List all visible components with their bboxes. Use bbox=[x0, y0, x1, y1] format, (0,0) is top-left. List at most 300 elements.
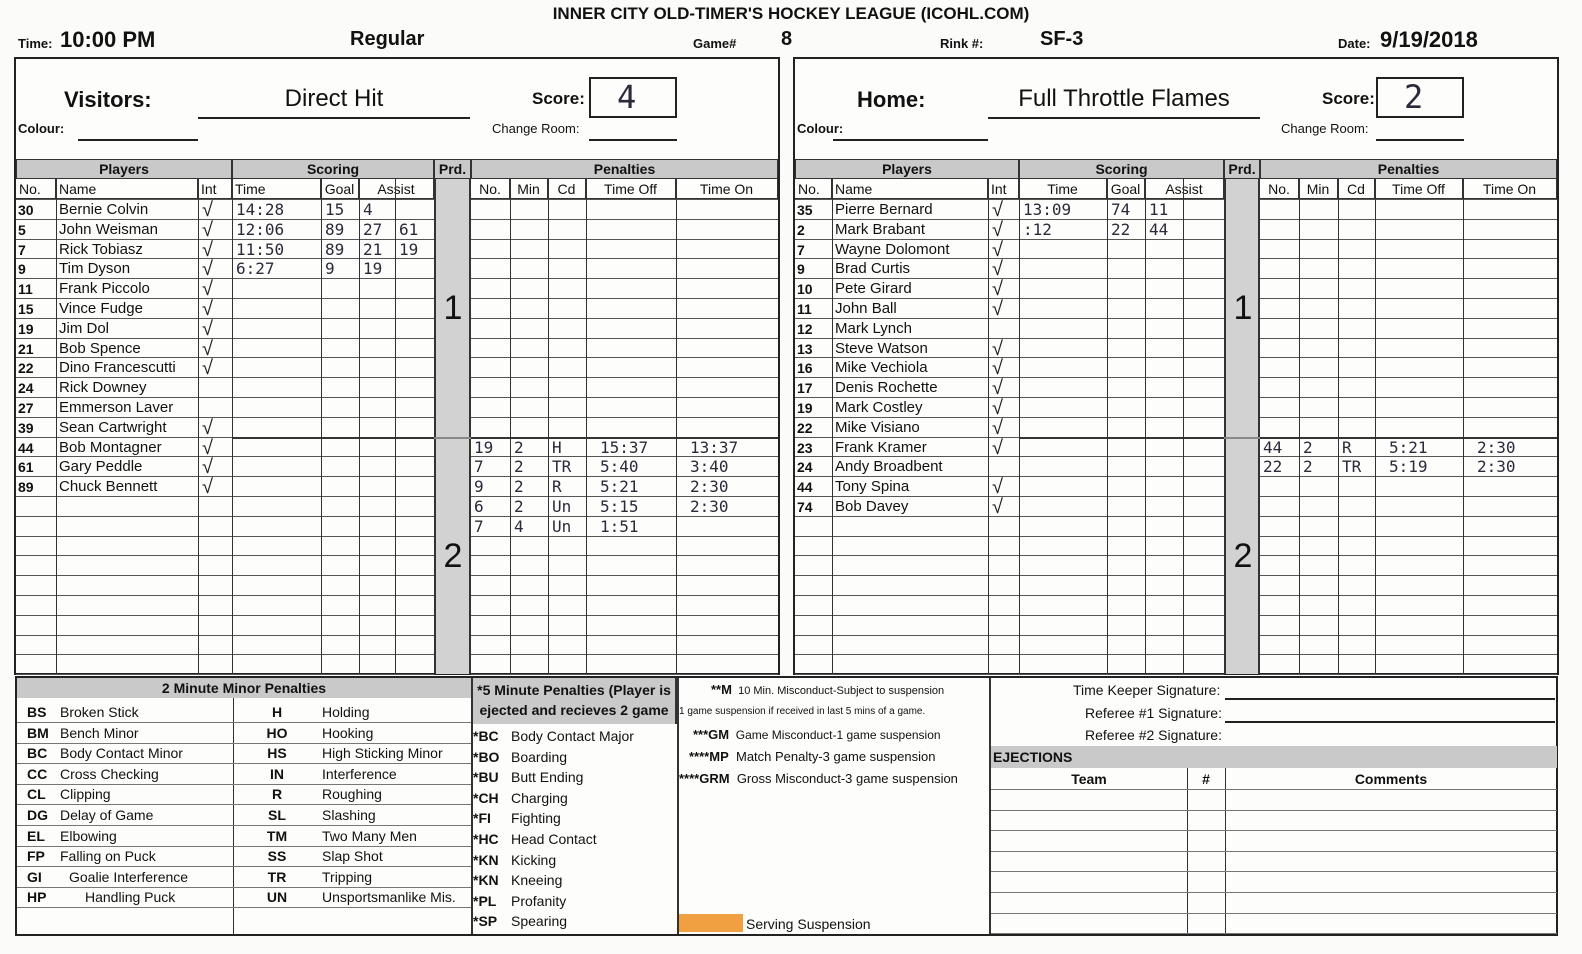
home-colour-label: Colour: bbox=[797, 121, 844, 136]
grid-row-line bbox=[471, 635, 778, 636]
player-int-check[interactable]: √ bbox=[202, 218, 213, 241]
minor-code: BC bbox=[27, 745, 48, 762]
timekeeper-signature-field[interactable] bbox=[1225, 698, 1555, 700]
player-name: Frank Kramer bbox=[835, 438, 927, 456]
player-int-check[interactable]: √ bbox=[202, 456, 213, 479]
period-divider bbox=[1224, 437, 1260, 439]
grid-row-line bbox=[795, 555, 1224, 556]
time-col-header: Time bbox=[232, 179, 321, 199]
penalty-minutes: 2 bbox=[1303, 437, 1313, 457]
minor-desc: Holding bbox=[322, 704, 370, 720]
ejection-row-line bbox=[991, 892, 1557, 893]
goal-assist-2: 61 bbox=[399, 219, 419, 239]
grid-row-line bbox=[16, 536, 434, 537]
minor-desc: Roughing bbox=[322, 786, 382, 803]
penalty-code: TR bbox=[1342, 457, 1362, 477]
player-int-check[interactable]: √ bbox=[992, 278, 1003, 301]
player-number: 21 bbox=[18, 340, 34, 357]
minor-penalties-header: 2 Minute Minor Penalties bbox=[17, 678, 471, 698]
minor-code: TM bbox=[266, 827, 288, 844]
no-col-header: No. bbox=[16, 179, 56, 199]
player-int-check[interactable]: √ bbox=[992, 496, 1003, 518]
player-name: Bob Davey bbox=[835, 498, 909, 515]
serving-suspension-swatch bbox=[679, 914, 743, 932]
player-name: Denis Rochette bbox=[835, 379, 938, 397]
player-number: 13 bbox=[797, 340, 813, 357]
penalty-time-on: 2:30 bbox=[1477, 457, 1516, 477]
home-score-label: Score: bbox=[1322, 89, 1375, 108]
player-name: Chuck Bennett bbox=[59, 478, 158, 496]
referee1-signature-field[interactable] bbox=[1225, 721, 1555, 723]
minor-code: HS bbox=[267, 745, 287, 762]
player-number: 7 bbox=[18, 241, 26, 258]
grid-row-line bbox=[471, 357, 778, 358]
date-label: Date: bbox=[1338, 36, 1371, 51]
home-section bbox=[793, 57, 1559, 675]
minor-code: BM bbox=[27, 724, 49, 741]
player-number: 74 bbox=[797, 499, 813, 515]
player-name: Emmerson Laver bbox=[59, 399, 174, 416]
penalty-minutes: 2 bbox=[514, 497, 524, 516]
player-name: Sean Cartwright bbox=[59, 418, 167, 436]
cd-col-header: Cd bbox=[548, 179, 586, 199]
grid-col-line bbox=[321, 179, 322, 674]
player-int-check[interactable]: √ bbox=[202, 258, 213, 281]
grid-col-line bbox=[56, 179, 57, 674]
player-int-check[interactable]: √ bbox=[992, 357, 1003, 380]
game-number: 8 bbox=[781, 28, 793, 50]
grid-row-line bbox=[1260, 595, 1557, 596]
major-code: *BU bbox=[473, 769, 499, 786]
player-name: Steve Watson bbox=[835, 339, 928, 357]
grid-col-line bbox=[832, 179, 833, 674]
grid-col-line bbox=[1019, 179, 1020, 674]
player-int-check[interactable]: √ bbox=[202, 317, 213, 340]
players-header: Players bbox=[16, 159, 232, 179]
penalty-code: Un bbox=[552, 516, 572, 536]
minor-desc: Delay of Game bbox=[60, 807, 154, 823]
timekeeper-signature-label: Time Keeper Signature: bbox=[1073, 682, 1221, 698]
grid-row-line bbox=[471, 239, 778, 240]
grid-row-line bbox=[795, 635, 1224, 636]
penalty-minutes: 4 bbox=[514, 516, 524, 536]
name-col-header: Name bbox=[56, 179, 198, 199]
penalties-header: Penalties bbox=[1260, 159, 1557, 179]
minor-desc: Cross Checking bbox=[60, 765, 159, 782]
grm-row bbox=[679, 769, 958, 789]
player-number: 15 bbox=[18, 301, 34, 317]
grid-col-line bbox=[586, 179, 587, 674]
minor-desc: Handling Puck bbox=[85, 889, 176, 906]
player-number: 12 bbox=[797, 320, 813, 337]
player-number: 19 bbox=[797, 400, 813, 416]
misconduct-desc: 10 Min. Misconduct-Subject to suspension bbox=[738, 685, 945, 697]
minor-desc: Body Contact Minor bbox=[60, 745, 183, 762]
goal-time: 14:28 bbox=[236, 200, 285, 219]
grid-row-line bbox=[795, 654, 1224, 655]
grid-row-line bbox=[1260, 377, 1557, 378]
time-value: 10:00 PM bbox=[60, 27, 156, 52]
goal-time: 6:27 bbox=[236, 259, 275, 279]
grid-row-line bbox=[471, 595, 778, 596]
misconduct-desc2: 1 game suspension if received in last 5 mins of a game. bbox=[679, 706, 926, 717]
cd-col-header: Cd bbox=[1338, 179, 1375, 199]
name-col-header: Name bbox=[832, 179, 988, 199]
no-col-header: No. bbox=[795, 179, 832, 199]
ejection-row-line bbox=[991, 871, 1557, 872]
ejections-header: EJECTIONS bbox=[991, 746, 1557, 768]
grid-row-line bbox=[16, 654, 434, 655]
major-title-line2: ejected and recieves 2 game bbox=[479, 702, 669, 718]
player-int-check[interactable]: √ bbox=[202, 357, 213, 380]
grid-col-line bbox=[198, 179, 199, 674]
visitors-change-room-label: Change Room: bbox=[492, 121, 580, 136]
player-name: Bob Montagner bbox=[59, 438, 162, 456]
player-name: Rick Tobiasz bbox=[59, 240, 143, 258]
grid-row-line bbox=[471, 397, 778, 398]
grid-col-line bbox=[232, 179, 233, 674]
player-name: Rick Downey bbox=[59, 379, 147, 397]
major-desc: Head Contact bbox=[511, 831, 597, 847]
major-code: *BC bbox=[473, 728, 499, 744]
period-header: Prd. bbox=[434, 159, 471, 179]
player-int-check[interactable]: √ bbox=[202, 436, 213, 459]
minor-desc: Falling on Puck bbox=[60, 848, 156, 865]
player-int-check[interactable]: √ bbox=[992, 238, 1003, 261]
player-name: Gary Peddle bbox=[59, 458, 143, 476]
minor-desc: Tripping bbox=[322, 868, 373, 885]
minor-desc: Interference bbox=[322, 765, 397, 782]
period-header: Prd. bbox=[1224, 159, 1260, 179]
player-number: 5 bbox=[18, 221, 26, 238]
home-score[interactable]: 2 bbox=[1376, 77, 1464, 118]
player-number: 23 bbox=[797, 439, 813, 456]
player-number: 22 bbox=[18, 360, 34, 377]
home-change-room-label: Change Room: bbox=[1281, 121, 1369, 136]
grid-row-line bbox=[471, 219, 778, 220]
player-number: 89 bbox=[18, 479, 34, 496]
player-name: John Ball bbox=[835, 300, 897, 317]
grid-col-line bbox=[1107, 179, 1108, 674]
player-name: Dino Francescutti bbox=[59, 359, 176, 377]
penalty-code: TR bbox=[552, 457, 572, 477]
grid-row-line bbox=[795, 615, 1224, 616]
period-1-label: 1 bbox=[443, 289, 463, 327]
grid-col-line bbox=[1463, 179, 1464, 674]
major-desc: Boarding bbox=[511, 748, 568, 765]
grid-col-line bbox=[1375, 179, 1376, 674]
grid-row-line bbox=[471, 615, 778, 616]
visitors-label: Visitors: bbox=[64, 87, 152, 112]
grid-row-line bbox=[1260, 219, 1557, 220]
grid-row-line bbox=[471, 417, 778, 418]
period-2-label: 2 bbox=[1233, 537, 1253, 575]
grid-row-line bbox=[1260, 318, 1557, 319]
goal-col-header: Goal bbox=[321, 179, 359, 199]
referee2-signature-label: Referee #2 Signature: bbox=[1085, 727, 1222, 743]
player-number: 19 bbox=[18, 320, 34, 337]
player-int-check[interactable]: √ bbox=[992, 397, 1003, 419]
time-on-col-header: Time On bbox=[1463, 179, 1557, 199]
player-int-check[interactable]: √ bbox=[992, 298, 1003, 320]
player-name: Wayne Dolomont bbox=[835, 240, 950, 258]
major-penalties-header bbox=[471, 678, 677, 724]
min-col-header: Min bbox=[1299, 179, 1338, 199]
major-desc: Butt Ending bbox=[511, 769, 584, 786]
player-name: Pete Girard bbox=[835, 280, 912, 298]
penalty-time-on: 13:37 bbox=[690, 437, 739, 457]
referee1-signature-label: Referee #1 Signature: bbox=[1085, 705, 1222, 721]
rink-value: SF-3 bbox=[1040, 28, 1084, 50]
player-name: John Weisman bbox=[59, 220, 158, 238]
player-number: 9 bbox=[18, 261, 26, 278]
minor-code: SS bbox=[267, 848, 287, 865]
grid-row-line bbox=[471, 278, 778, 279]
period-divider bbox=[232, 437, 434, 439]
home-colour-field[interactable] bbox=[833, 139, 988, 141]
penalty-time-off: 5:19 bbox=[1389, 457, 1428, 477]
assist-col-header: Assist bbox=[1145, 179, 1224, 199]
minor-code: R bbox=[271, 786, 283, 803]
penalty-time-off: 5:21 bbox=[600, 477, 639, 497]
minor-code: CL bbox=[27, 786, 46, 803]
time-col-header: Time bbox=[1019, 179, 1107, 199]
grid-row-line bbox=[471, 298, 778, 299]
minor-code: SL bbox=[268, 807, 286, 823]
player-number: 30 bbox=[18, 202, 34, 218]
date-value: 9/19/2018 bbox=[1380, 27, 1478, 52]
grid-row-line bbox=[1260, 516, 1557, 517]
minor-code: IN bbox=[270, 765, 284, 782]
goal-scorer: 9 bbox=[325, 259, 335, 279]
player-name: Pierre Bernard bbox=[835, 201, 933, 218]
grid-col-line bbox=[359, 179, 360, 674]
goal-time: 11:50 bbox=[236, 239, 285, 259]
grid-col-line bbox=[510, 179, 511, 674]
assist-col-header: Assist bbox=[359, 179, 434, 199]
minor-code: HP bbox=[27, 889, 47, 906]
grid-row-line bbox=[1260, 397, 1557, 398]
minor-code: FP bbox=[27, 848, 45, 865]
time-label: Time: bbox=[18, 36, 53, 51]
visitors-colour-label: Colour: bbox=[18, 121, 65, 136]
minor-desc: Broken Stick bbox=[60, 704, 139, 720]
major-code: *PL bbox=[473, 892, 497, 909]
grid-row-line bbox=[16, 516, 434, 517]
player-number: 10 bbox=[797, 281, 813, 298]
min-col-header: Min bbox=[510, 179, 548, 199]
ejection-row-line bbox=[991, 810, 1557, 811]
grid-row-line bbox=[795, 536, 1224, 537]
goal-scorer: 89 bbox=[325, 219, 345, 239]
grid-col-line bbox=[988, 179, 989, 674]
time-off-col-header: Time Off bbox=[586, 179, 676, 199]
player-name: Mike Visiano bbox=[835, 418, 920, 436]
goal-scorer: 89 bbox=[325, 239, 345, 259]
period-1-label: 1 bbox=[1233, 289, 1253, 327]
penalty-player-number: 7 bbox=[474, 516, 484, 536]
minor-desc: Bench Minor bbox=[60, 724, 139, 741]
grid-col-line bbox=[1299, 179, 1300, 674]
goal-assist-2: 19 bbox=[399, 239, 419, 259]
grid-col-line bbox=[1183, 179, 1184, 674]
player-number: 39 bbox=[18, 419, 34, 436]
player-number: 11 bbox=[797, 301, 812, 317]
grid-row-line bbox=[1260, 278, 1557, 279]
penalty-code: Un bbox=[552, 497, 572, 516]
major-code: *FI bbox=[473, 810, 491, 827]
penalty-time-off: 15:37 bbox=[600, 437, 649, 457]
serving-suspension-label: Serving Suspension bbox=[746, 916, 871, 932]
penalty-legend bbox=[15, 676, 1558, 936]
goal-scorer: 22 bbox=[1111, 219, 1131, 239]
visitors-score[interactable]: 4 bbox=[589, 77, 677, 118]
grid-row-line bbox=[1260, 338, 1557, 339]
penalty-code: R bbox=[552, 477, 562, 497]
player-int-check[interactable]: √ bbox=[992, 218, 1003, 241]
penalty-player-number: 9 bbox=[474, 477, 484, 497]
period-divider bbox=[434, 437, 471, 439]
goal-time: :12 bbox=[1023, 219, 1052, 239]
grid-row-line bbox=[1260, 496, 1557, 497]
player-int-check[interactable]: √ bbox=[992, 258, 1003, 281]
player-int-check[interactable]: √ bbox=[202, 278, 213, 301]
grid-row-line bbox=[16, 615, 434, 616]
ejection-row-line bbox=[991, 913, 1557, 914]
player-number: 27 bbox=[18, 400, 34, 416]
goal-assist-1: 11 bbox=[1149, 200, 1169, 219]
player-int-check[interactable]: √ bbox=[202, 298, 213, 320]
time-off-col-header: Time Off bbox=[1375, 179, 1463, 199]
penalty-code: R bbox=[1342, 437, 1352, 457]
goal-assist-1: 44 bbox=[1149, 219, 1169, 239]
minor-code: CC bbox=[27, 765, 48, 782]
grid-row-line bbox=[795, 595, 1224, 596]
major-code: *CH bbox=[473, 789, 499, 806]
penalty-minutes: 2 bbox=[1303, 457, 1313, 477]
player-int-check[interactable]: √ bbox=[992, 337, 1003, 360]
major-desc: Profanity bbox=[511, 892, 567, 909]
grid-col-line bbox=[548, 179, 549, 674]
penalty-player-number: 6 bbox=[474, 497, 484, 516]
major-code: *KN bbox=[473, 851, 499, 868]
ejection-row-line bbox=[991, 851, 1557, 852]
grid-row-line bbox=[16, 595, 434, 596]
player-int-check[interactable]: √ bbox=[202, 238, 213, 261]
goal-assist-1: 21 bbox=[363, 239, 383, 259]
league-title: INNER CITY OLD-TIMER'S HOCKEY LEAGUE (ICOHL.COM) bbox=[552, 4, 1030, 23]
penalty-time-on: 2:30 bbox=[690, 477, 729, 497]
grid-row-line bbox=[1260, 258, 1557, 259]
grid-col-line bbox=[676, 179, 677, 674]
home-team-name[interactable]: Full Throttle Flames bbox=[988, 85, 1260, 119]
major-code: *HC bbox=[473, 831, 499, 847]
ejection-row-line bbox=[991, 830, 1557, 831]
player-int-check[interactable]: √ bbox=[202, 199, 213, 221]
grid-row-line bbox=[471, 199, 778, 200]
penalty-time-on: 2:30 bbox=[690, 497, 729, 516]
grid-row-line bbox=[471, 654, 778, 655]
penalty-time-off: 5:40 bbox=[600, 457, 639, 477]
grid-row-line bbox=[471, 377, 778, 378]
penalty-time-off: 5:21 bbox=[1389, 437, 1428, 457]
major-title-line1: *5 Minute Penalties (Player is bbox=[477, 682, 671, 698]
minor-desc: Unsportsmanlike Mis. bbox=[322, 889, 456, 906]
rink-label: Rink #: bbox=[940, 36, 984, 51]
player-number: 11 bbox=[18, 281, 33, 298]
player-int-check[interactable]: √ bbox=[202, 337, 213, 360]
major-desc: Body Contact Major bbox=[511, 728, 634, 744]
visitors-change-room-field[interactable] bbox=[589, 139, 677, 141]
penalty-player-number: 22 bbox=[1263, 457, 1283, 477]
minor-code: TR bbox=[267, 868, 287, 885]
minor-desc: Elbowing bbox=[60, 827, 117, 844]
grid-row-line bbox=[16, 635, 434, 636]
goal-scorer: 74 bbox=[1111, 200, 1131, 219]
grid-row-line bbox=[471, 318, 778, 319]
grid-row-line bbox=[1260, 298, 1557, 299]
visitors-team-name[interactable]: Direct Hit bbox=[198, 85, 470, 119]
int-col-header: Int bbox=[988, 179, 1019, 199]
minor-code: EL bbox=[27, 827, 45, 844]
penalty-minutes: 2 bbox=[514, 477, 524, 497]
penalty-player-number: 19 bbox=[474, 437, 494, 457]
player-number: 2 bbox=[797, 221, 805, 238]
mp-desc: Match Penalty-3 game suspension bbox=[735, 749, 936, 764]
period-column bbox=[434, 179, 471, 674]
penalty-minutes: 2 bbox=[514, 437, 524, 457]
player-name: Jim Dol bbox=[59, 319, 110, 337]
player-name: Vince Fudge bbox=[59, 300, 143, 317]
player-int-check[interactable]: √ bbox=[202, 476, 213, 499]
grid-row-line bbox=[471, 555, 778, 556]
player-name: Tim Dyson bbox=[59, 260, 131, 278]
grm-desc: Gross Misconduct-3 game suspension bbox=[736, 771, 958, 786]
player-int-check[interactable]: √ bbox=[992, 476, 1003, 499]
player-number: 24 bbox=[797, 459, 813, 476]
goal-assist-1: 27 bbox=[363, 219, 383, 239]
major-code: *BO bbox=[473, 748, 500, 765]
grid-row-line bbox=[1260, 555, 1557, 556]
player-name: Bob Spence bbox=[59, 339, 141, 357]
game-number-label: Game# bbox=[693, 36, 737, 51]
misconduct-row bbox=[711, 680, 944, 700]
home-change-room-field[interactable] bbox=[1376, 139, 1464, 141]
grid-row-line bbox=[795, 575, 1224, 576]
goal-assist-1: 19 bbox=[363, 259, 383, 279]
player-int-check[interactable]: √ bbox=[992, 199, 1003, 221]
player-name: Mark Brabant bbox=[835, 220, 926, 238]
player-int-check[interactable]: √ bbox=[992, 416, 1003, 439]
grid-col-line bbox=[395, 179, 396, 674]
player-number: 61 bbox=[18, 459, 34, 476]
player-int-check[interactable]: √ bbox=[202, 416, 213, 439]
grid-col-line bbox=[1338, 179, 1339, 674]
minor-code: H bbox=[271, 704, 283, 720]
player-int-check[interactable]: √ bbox=[992, 377, 1003, 400]
player-number: 16 bbox=[797, 360, 813, 377]
player-name: Bernie Colvin bbox=[59, 201, 149, 218]
ejections-comments-header: Comments bbox=[1354, 771, 1428, 787]
goal-scorer: 15 bbox=[325, 200, 345, 219]
grid-row-line bbox=[471, 575, 778, 576]
minor-code: HO bbox=[266, 724, 288, 741]
player-int-check[interactable]: √ bbox=[992, 436, 1003, 459]
penalty-time-on: 2:30 bbox=[1477, 437, 1516, 457]
visitors-colour-field[interactable] bbox=[78, 139, 198, 141]
minor-desc: Slashing bbox=[322, 807, 376, 823]
grid-row-line bbox=[16, 555, 434, 556]
